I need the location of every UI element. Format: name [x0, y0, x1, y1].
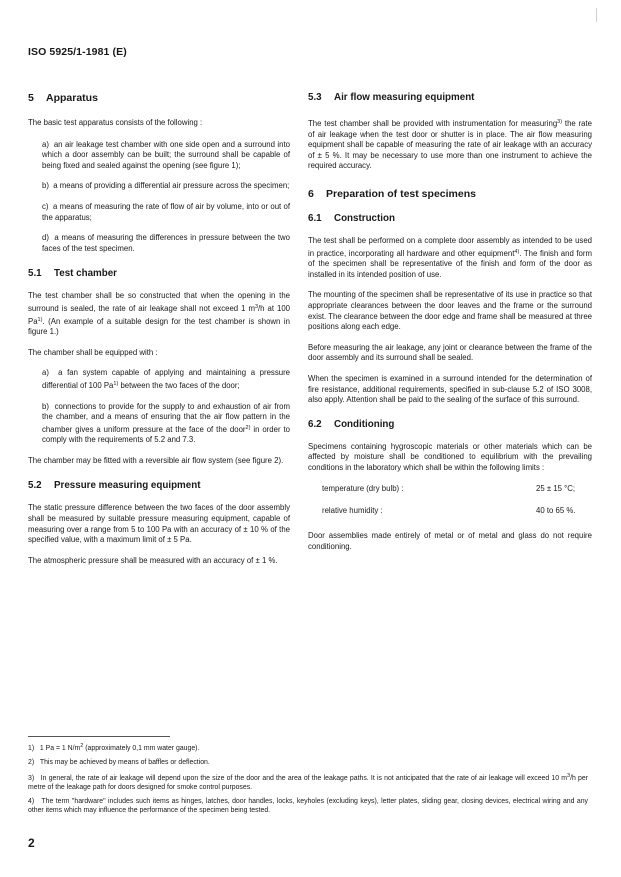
section-6-1-heading [308, 213, 592, 224]
footnote [28, 772, 588, 792]
footnote: 4) The term "hardware" includes such items as hinges, latches, door handles, locks, keyholes (excluding keys), letter plates, sliding gear, closing devices, electrical wiring and any other items which may influence the performance of the specimen being tested. [28, 798, 588, 814]
list-item [42, 402, 290, 446]
row-value: 40 to 65 %. [536, 505, 576, 515]
section-number: 5.2 [28, 480, 42, 492]
list-item: a) an air leakage test chamber with one side open and a surround into which a door assembly can be built; the surround shall be capable of being fixed and sealed against the opening (see figure 1); [42, 139, 290, 170]
list-item: c) a means of measuring the rate of flow of air by volume, into or out of the apparatus; [42, 201, 290, 222]
paragraph: The atmospheric pressure shall be measured with an accuracy of ± 1 %. [28, 555, 278, 565]
paragraph: The chamber may be fitted with a reversible air flow system (see figure 2). [28, 455, 284, 465]
text-run: between the two faces of the door; [118, 380, 240, 390]
text-run: /h at 100 Pa [28, 303, 290, 326]
section-title: Apparatus [46, 92, 98, 104]
section-5-2-heading [28, 480, 290, 491]
text-run: 1) 1 Pa = 1 N/m [28, 745, 81, 752]
footnote-ref: 4) [514, 248, 520, 255]
paragraph: When the specimen is examined in a surround intended for the determination of fire resistance, additional requirements, specified in sub-clause 5.2 of ISO 3008, also apply. Attention shall be paid to the sealing of the surface of this surround. [308, 373, 592, 405]
section-number: 6 [308, 187, 314, 200]
section-title: Test chamber [54, 268, 117, 280]
superscript: 3 [567, 773, 571, 779]
section-6-heading [308, 188, 592, 200]
section-number: 5.1 [28, 268, 42, 280]
paragraph: The static pressure difference between the two faces of the door assembly shall be measured by suitable pressure measuring equipment, capable of measuring over a range from 5 to 100 Pa with an accuracy of ± 10 % of the specified value, with a maximum limit of ± 5 Pa. [28, 503, 290, 545]
table-row [322, 495, 606, 517]
section-title: Pressure measuring equipment [54, 480, 201, 492]
section-5-heading [28, 92, 290, 104]
text-run: The test chamber shall be provided with instrumentation for measuring [308, 119, 558, 128]
footnotes [28, 742, 588, 815]
footnote-ref: 1) [37, 316, 43, 323]
footnote [28, 742, 588, 753]
paragraph [308, 236, 592, 280]
text-run: a) a fan system capable of applying and maintaining a pressure differential of 100 Pa [42, 368, 290, 390]
text-run: The test shall be performed on a complete door assembly as intended to be used in practice, incorporating all hardware and other equipment [308, 235, 592, 258]
paragraph: The basic test apparatus consists of the following : [28, 118, 203, 127]
paragraph: Specimens containing hygroscopic materials or other materials which can be affected by moisture shall be conditioned to equilibrium with the prevailing conditions in the laboratory which shall be within the following limits : [308, 441, 592, 472]
section-title: Air flow measuring equipment [334, 92, 475, 103]
text-run: b) connections to provide for the supply to and exhaustion of air from the chamber, and a means of ensuring that the air flow pattern in the chamber gives a uniform pressure at the face of the door [42, 401, 290, 434]
text-run: The test chamber shall be so constructed that when the opening in the surround is sealed, the rate of air leakage shall not exceed 1 m [28, 291, 290, 313]
section-number: 5.3 [308, 92, 322, 103]
footnote-ref: 2) [245, 424, 251, 431]
row-label: temperature (dry bulb) : [322, 483, 404, 493]
paragraph [28, 291, 290, 337]
conditioning-limits-table [322, 481, 606, 517]
edge-mark [596, 8, 597, 22]
text-run: in order to comply with the requirements of 5.2 and 7.3. [42, 424, 290, 445]
footnote: 2) This may be achieved by means of baffles or deflection. [28, 759, 210, 766]
paragraph: Door assemblies made entirely of metal or of metal and glass do not require conditioning. [308, 531, 592, 552]
superscript: 2 [80, 743, 84, 749]
footnote-ref: 3) [557, 119, 563, 125]
superscript: 3 [254, 303, 259, 310]
paragraph: The chamber shall be equipped with : [28, 347, 158, 357]
document-id: ISO 5925/1-1981 (E) [28, 46, 127, 58]
section-title: Construction [334, 212, 395, 224]
footnote-separator [28, 736, 170, 737]
section-number: 5 [28, 92, 34, 104]
text-run: . (An example of a suitable design for the test chamber is shown in figure 1.) [28, 316, 290, 337]
text-run: (approximately 0,1 mm water gauge). [83, 745, 200, 752]
text-run: /h per metre of the leakage path for doors designed for smoke control purposes. [28, 775, 588, 791]
section-5-3-heading [308, 92, 592, 103]
paragraph: Before measuring the air leakage, any joint or clearance between the frame of the door assembly and its surround shall be sealed. [308, 342, 592, 363]
page-number: 2 [28, 836, 35, 850]
section-number: 6.2 [308, 418, 322, 430]
table-row [322, 481, 606, 495]
row-value: 25 ± 15 °C; [536, 483, 576, 493]
section-5-1-heading [28, 268, 290, 279]
section-6-2-heading [308, 419, 592, 430]
text-run: the rate of air leakage when the test door or shutter is in place. The air flow measuring equipment shall be capable of measuring the rate of air leakage with an accuracy of ± 5 %. It may be necessary to use more than one instrument to achieve the required accuracy. [308, 119, 593, 171]
text-run: 3) In general, the rate of air leakage will depend upon the size of the door and the area of the leakage paths. It is not anticipated that the rate of air leakage will exceed 10 m [28, 775, 568, 782]
section-number: 6.1 [308, 212, 322, 224]
paragraph: The mounting of the specimen shall be representative of its use in practice so that appropriate clearances between the door leaves and the frame or the surround exist. The clearance between the door edge and frame shall be measured at three positions along each edge. [308, 290, 592, 332]
left-column [28, 92, 290, 566]
section-title: Preparation of test specimens [326, 187, 476, 200]
paragraph [308, 117, 592, 172]
list-item [42, 368, 290, 391]
list-item: b) a means of providing a differential air pressure across the specimen; [42, 181, 290, 191]
footnote-ref: 1) [113, 380, 119, 387]
list-item: d) a means of measuring the differences in pressure between the two faces of the test specimen. [42, 233, 290, 253]
right-column [308, 92, 592, 553]
row-label: relative humidity : [322, 505, 383, 515]
text-run: . The finish and form of the specimen shall be representative of the finish and form of the door as installed in its intended position of use. [308, 248, 592, 279]
section-title: Conditioning [334, 418, 395, 430]
